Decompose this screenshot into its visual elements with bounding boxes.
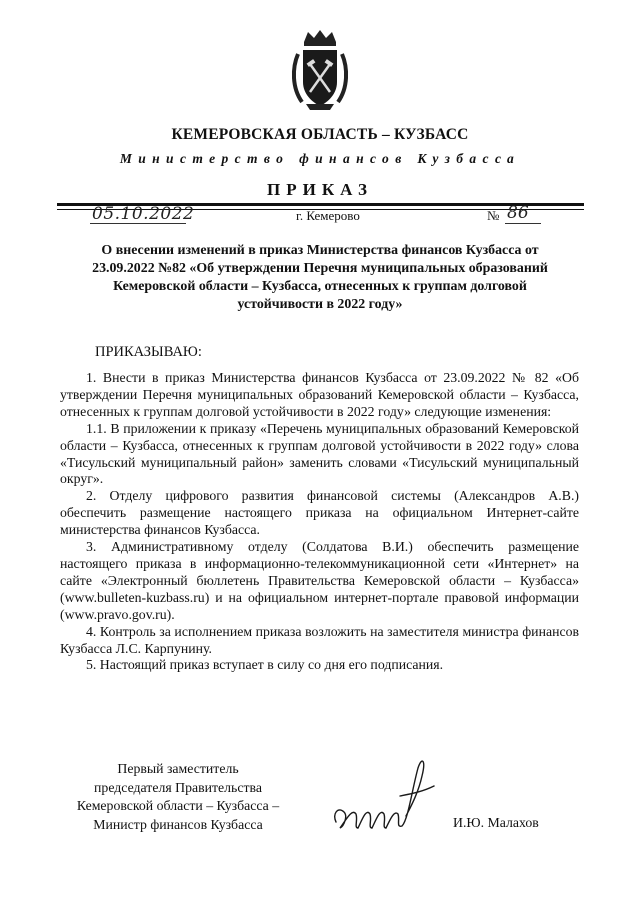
number-underline [505,223,541,224]
position-line: председателя Правительства [94,779,262,795]
position-line: Министр финансов Кузбасса [93,816,263,832]
paragraph-2: 2. Отделу цифрового развития финансовой системы (Александров А.В.) обеспечить размещение настоящего приказа на официальном Интернет-сайте министерства финансов Кузбасса. [60,488,579,538]
number-sign: № [487,208,500,223]
paragraph-1-1: 1.1. В приложении к приказу «Перечень муниципальных образований Кемеровской области – Кузбасса, отнесенных к группам долговой устойчивости в 2022 году» слова «Тисульский муниципальный район» заменить словами «Тисульский муниципальный округ». [60,420,579,487]
signatory-position [58,760,298,834]
order-date-field [90,204,195,224]
heading-line: О внесении изменений в приказ Министерства финансов Кузбасса от [101,243,539,258]
position-line: Первый заместитель [117,761,239,776]
order-number-value: 86 [507,203,529,223]
paragraph-4: 4. Контроль за исполнением приказа возложить на заместителя министра финансов Кузбасса Л.С. Карпунину. [60,623,579,656]
paragraph-3: 3. Административному отделу (Солдатова В.И.) обеспечить размещение настоящего приказа в информационно-телекоммуникационной сети «Интернет» на сайте «Электронный бюллетень Правительства Кемеровской области – Кузбасса» (www.bulleten-kuzbass.ru) и на официальном интернет-портале правовой информации (www.pravo.gov.ru). [60,539,579,622]
heading-line: Кемеровской области – Кузбасса, отнесенных к группам долговой [113,279,527,294]
heading-line: 23.09.2022 №82 «Об утверждении Перечня муниципальных образований [92,261,548,276]
paragraph-1: 1. Внести в приказ Министерства финансов Кузбасса от 23.09.2022 № 82 «Об утверждении Перечня муниципальных образований Кемеровской области – Кузбасса, отнесенных к группам долговой устойчивости в 2022 году» следующие изменения: [60,370,579,419]
coat-of-arms-emblem-icon [290,28,350,112]
order-body [60,370,579,674]
order-heading [55,242,585,314]
signatory-name: И.Ю. Малахов [453,815,539,830]
order-word: ПРИКАЗЫВАЮ: [95,344,202,360]
ministry-name: Министерство финансов Кузбасса [119,151,521,166]
handwritten-signature-icon [330,750,440,840]
heading-line: устойчивости в 2022 году» [237,297,403,312]
date-underline [90,223,186,224]
order-date-value: 05.10.2022 [92,204,195,224]
city-label: г. Кемерово [296,208,360,223]
position-line: Кемеровской области – Кузбасса – [76,798,280,813]
paragraph-5: 5. Настоящий приказ вступает в силу со дня его подписания. [86,657,444,673]
region-name: КЕМЕРОВСКАЯ ОБЛАСТЬ – КУЗБАСС [171,126,469,143]
document-type-title: ПРИКАЗ [267,180,373,199]
